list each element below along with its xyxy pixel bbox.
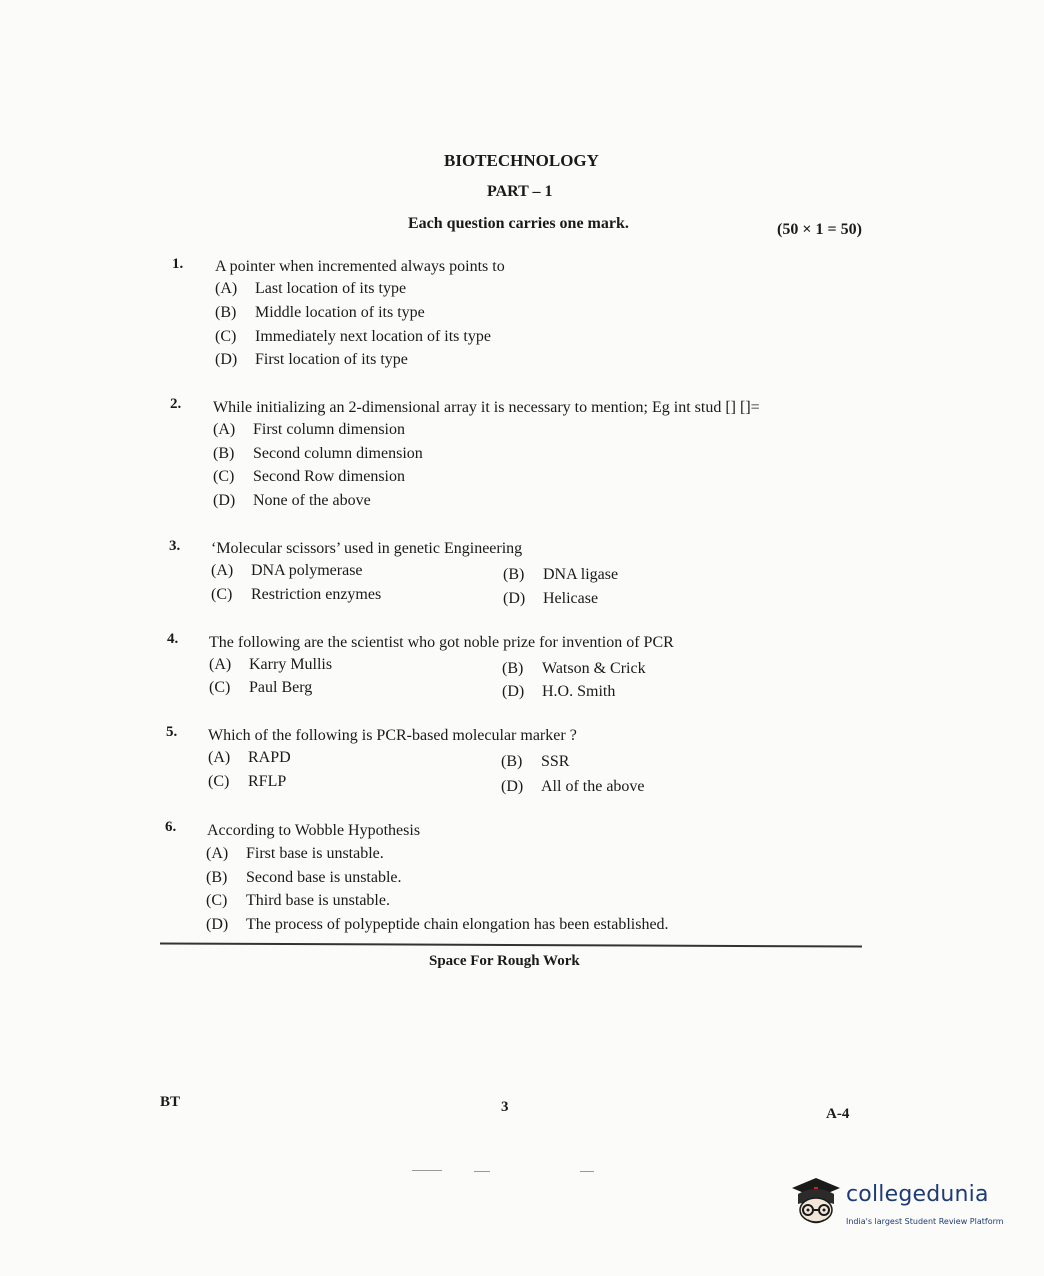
question-number: 5. [166,724,178,740]
option-b: (B) DNA ligase [503,566,619,583]
marks-total: (50 × 1 = 50) [777,221,862,238]
option-a: (A) RAPD [208,749,291,766]
option-b: (B) Second base is unstable. [206,869,402,886]
option-d: (D) H.O. Smith [502,683,616,700]
question-number: 2. [170,396,182,412]
option-c: (C) Restriction enzymes [211,586,382,603]
option-d: (D) First location of its type [215,351,408,368]
option-a: (A) First base is unstable. [206,845,384,862]
option-b: (B) SSR [501,753,570,770]
option-b: (B) Middle location of its type [215,304,425,321]
footer-code-left: BT [160,1094,181,1110]
option-c: (C) RFLP [208,773,287,790]
option-b: (B) Second column dimension [213,445,423,462]
option-c: (C) Second Row dimension [213,468,405,485]
question-number: 6. [165,819,177,835]
option-a: (A) DNA polymerase [211,562,363,579]
option-b: (B) Watson & Crick [502,660,646,677]
question-number: 4. [167,631,179,647]
question-text: The following are the scientist who got noble prize for invention of PCR [209,634,674,651]
option-c: (C) Paul Berg [209,679,313,696]
option-a: (A) First column dimension [213,421,405,438]
question-text: ‘Molecular scissors’ used in genetic Engineering [211,540,523,557]
divider-line [160,942,862,947]
rough-work-label: Space For Rough Work [429,953,580,969]
question-text: Which of the following is PCR-based molecular marker ? [208,727,577,744]
option-d: (D) All of the above [501,778,645,795]
option-c: (C) Immediately next location of its type [215,328,491,345]
scan-mark [412,1170,442,1171]
instruction: Each question carries one mark. [408,215,629,232]
brand-tagline: India's largest Student Review Platform [846,1217,1004,1226]
brand-name: collegedunia [846,1182,989,1207]
booklet-code: A-4 [826,1106,850,1122]
option-d: (D) Helicase [503,590,599,607]
option-d: (D) The process of polypeptide chain elongation has been established. [206,916,669,933]
part-heading: PART – 1 [487,183,553,200]
question-text: A pointer when incremented always points to [215,258,505,275]
option-a: (A) Last location of its type [215,280,407,297]
question-text: While initializing an 2-dimensional array it is necessary to mention; Eg int stud [] []= [213,399,760,416]
option-a: (A) Karry Mullis [209,656,333,673]
scan-mark [580,1171,594,1172]
question-number: 3. [169,538,181,554]
subject-title: BIOTECHNOLOGY [444,151,599,170]
question-number: 1. [172,256,184,272]
collegedunia-logo [786,1170,1016,1240]
page-number: 3 [501,1099,509,1115]
question-text: According to Wobble Hypothesis [207,822,421,839]
mascot-icon [786,1170,846,1232]
scan-mark [474,1171,490,1172]
option-c: (C) Third base is unstable. [206,892,390,909]
option-d: (D) None of the above [213,492,371,509]
